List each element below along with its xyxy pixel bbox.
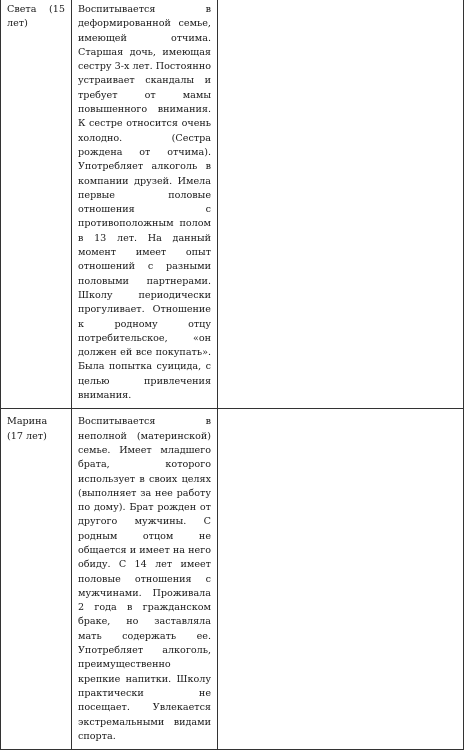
person-name-cell: Света (15 лет) xyxy=(1,0,72,409)
empty-notes-cell xyxy=(218,409,464,750)
person-description-cell: Воспитывается в неполной (материнской) семье. Имеет младшего брата, которого использует в своих целях (выполняет за нее работу по дому). Брат рожден от другого мужчины. С родным отцом не общается и имеет на него обиду. С 14 лет имеет половые отношения с мужчинами. Проживала 2 года в гражданском браке, но заставляла мать содержать ее. Употребляет алкоголь, преимущественно крепкие напитки. Школу практически не посещает. Увлекается экстремальными видами спорта. xyxy=(72,409,218,750)
table-row xyxy=(1,0,464,409)
person-description-cell: Воспитывается в деформированной семье, имеющей отчима. Старшая дочь, имеющая сестру 3-х лет. Постоянно устраивает скандалы и требует от мамы повышенного внимания. К сестре относится очень холодно. (Сестра рождена от отчима). Употребляет алкоголь в компании друзей. Имела первые половые отношения с противоположным полом в 13 лет. На данный момент имеет опыт отношений с разными половыми партнерами. Школу периодически прогуливает. Отношение к родному отцу потребительское, «он должен ей все покупать». Была попытка суицида, с целью привлечения внимания. xyxy=(72,0,218,409)
table-row xyxy=(1,409,464,750)
empty-notes-cell xyxy=(218,0,464,409)
person-name-cell: Марина (17 лет) xyxy=(1,409,72,750)
